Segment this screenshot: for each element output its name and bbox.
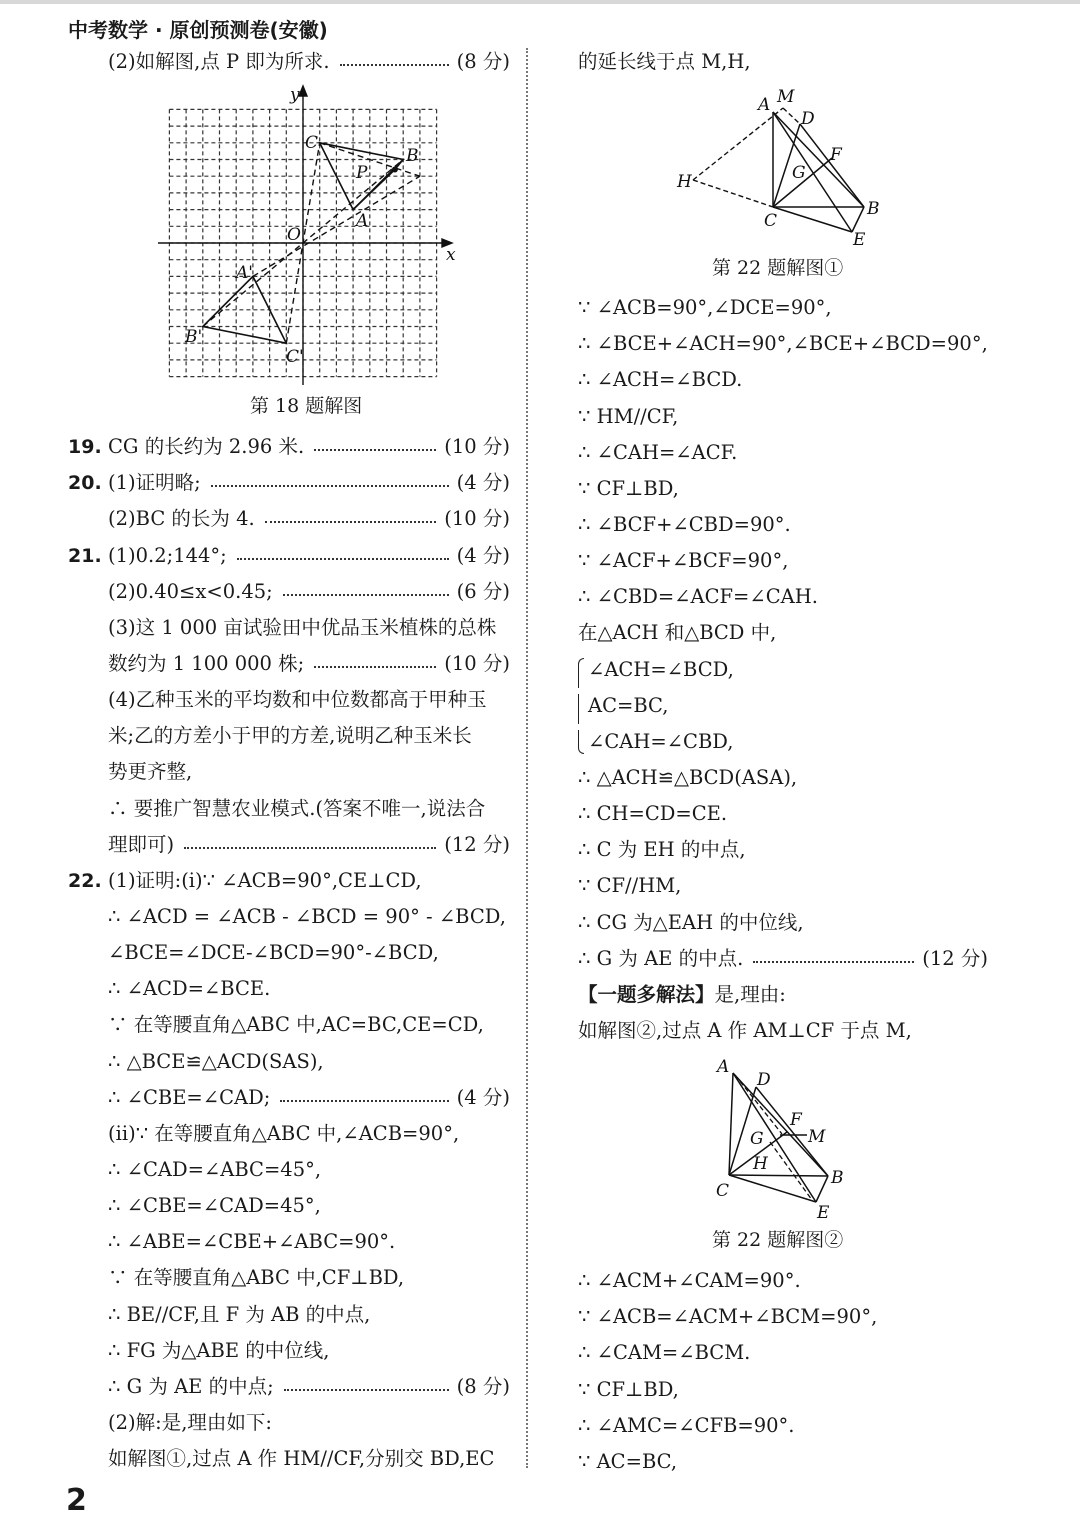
answer-text: (2)0.40≤x<0.45; <box>108 579 273 603</box>
answer-line <box>578 1372 988 1408</box>
score-points: (4 分) <box>456 543 510 567</box>
figure-22-1 <box>578 80 988 290</box>
answer-line <box>578 941 988 977</box>
answer-line <box>68 1007 510 1043</box>
answer-line <box>68 501 510 537</box>
answer-text: ∠ACH=∠BCD, <box>588 657 734 681</box>
answer-text: ∴ ∠BCF+∠CBD=90°. <box>578 512 791 536</box>
answer-line <box>68 971 510 1007</box>
answer-line <box>68 899 510 935</box>
answer-text: ∵ CF⊥BD, <box>578 1377 679 1401</box>
point-label-B: B <box>867 199 880 220</box>
point-label-H: H <box>677 172 692 193</box>
score-points: (12 分) <box>444 832 510 856</box>
dot-leader <box>211 485 449 487</box>
question-number: 19. <box>68 436 102 459</box>
answer-text: ∵ CF⊥BD, <box>578 476 679 500</box>
answer-text: (2)BC 的长为 4. <box>108 507 255 531</box>
point-label-C: C <box>716 1181 730 1202</box>
answer-text: 是,理由: <box>714 982 786 1006</box>
answer-text: ∴ CH=CD=CE. <box>578 802 728 826</box>
answer-text: ∴ ∠ACH=∠BCD. <box>578 368 743 392</box>
answer-text: CG 的长约为 2.96 米. <box>108 435 305 459</box>
dot-leader <box>237 558 449 560</box>
answer-line <box>68 1188 510 1224</box>
dot-leader <box>284 1389 449 1391</box>
answer-line <box>578 1408 988 1444</box>
answer-text: ∴ ∠CBE=∠CAD; <box>108 1085 271 1109</box>
dot-leader <box>184 847 436 849</box>
answer-line <box>578 832 988 868</box>
answer-line <box>68 863 510 899</box>
answer-line <box>578 1263 988 1299</box>
page-top-edge <box>0 0 1080 4</box>
answer-text: ∴ CG 为△EAH 的中位线, <box>578 910 804 934</box>
score-points: (10 分) <box>444 651 510 675</box>
answer-text: ∵ 在等腰直角△ABC 中,AC=BC,CE=CD, <box>108 1013 484 1037</box>
figure-caption: 第 22 题解图② <box>712 1229 844 1252</box>
answer-text: ∴ ∠CBD=∠ACF=∠CAH. <box>578 585 818 609</box>
page-number: 2 <box>66 1483 87 1518</box>
answer-line <box>578 507 988 543</box>
point-label-G: G <box>750 1129 764 1150</box>
point-label-D: D <box>757 1070 771 1091</box>
answer-line <box>578 1335 988 1371</box>
method-tag: 【一题多解法】 <box>578 982 715 1006</box>
answer-text: ∴ ∠CAH=∠ACF. <box>578 440 738 464</box>
point-label-M: M <box>808 1127 826 1148</box>
geometry-diagram-2 <box>690 1050 870 1220</box>
answer-line <box>68 1405 510 1441</box>
answer-text: ∵ ∠ACB=∠ACM+∠BCM=90°, <box>578 1305 878 1329</box>
right-answer-lines <box>578 290 988 1049</box>
answer-line <box>68 1152 510 1188</box>
answer-line <box>68 682 510 718</box>
answer-line <box>578 399 988 435</box>
right-column <box>578 44 988 1480</box>
answer-text: ∴ ∠ABE=∠CBE+∠ABC=90°. <box>108 1230 396 1254</box>
point-label-O: O <box>287 225 301 246</box>
figure-caption: 第 18 题解图 <box>250 395 363 418</box>
answer-line <box>578 435 988 471</box>
answer-line <box>68 827 510 863</box>
answer-text: ∵ ∠ACB=90°,∠DCE=90°, <box>578 296 832 320</box>
left-column <box>68 44 510 1477</box>
score-points: (10 分) <box>444 507 510 531</box>
left-answer-lines <box>68 429 510 1477</box>
answer-line <box>578 1299 988 1335</box>
answer-text: (1)证明略; <box>108 471 201 495</box>
answer-text: (3)这 1 000 亩试验田中优品玉米植株的总株 <box>108 615 497 639</box>
answer-line <box>68 1224 510 1260</box>
answer-text: 如解图①,过点 A 作 HM//CF,分别交 BD,EC <box>108 1447 495 1471</box>
point-label-G: G <box>792 163 806 184</box>
answer-line <box>68 429 510 465</box>
answer-text: ∴ ∠CBE=∠CAD=45°, <box>108 1194 321 1218</box>
dot-leader <box>314 666 436 668</box>
answer-line <box>68 935 510 971</box>
point-label-E: E <box>817 1203 830 1221</box>
answer-text: ∴ C 为 EH 的中点, <box>578 838 746 862</box>
answer-line <box>68 1044 510 1080</box>
answer-line <box>578 688 988 724</box>
question-number: 22. <box>68 869 102 892</box>
answer-text: ∴ FG 为△ABE 的中位线, <box>108 1338 330 1362</box>
answer-text: (2)解:是,理由如下: <box>108 1410 272 1434</box>
right-answer-lines-2 <box>578 1263 988 1480</box>
point-label-A-prime: A' <box>236 263 253 284</box>
answer-text: ∴ ∠CAD=∠ABC=45°, <box>108 1157 322 1181</box>
answer-text: 数约为 1 100 000 株; <box>108 651 305 675</box>
answer-line <box>578 44 988 80</box>
score-points: (4 分) <box>456 1085 510 1109</box>
dot-leader <box>314 449 436 451</box>
point-label-F: F <box>790 1110 802 1131</box>
answer-line <box>68 1369 510 1405</box>
left-intro <box>68 44 510 80</box>
answer-line <box>578 868 988 904</box>
answer-text: 理即可) <box>108 832 175 856</box>
answer-text: ∴ G 为 AE 的中点. <box>578 946 744 970</box>
answer-line <box>578 905 988 941</box>
answer-line <box>68 718 510 754</box>
answer-text: ∴ ∠BCE+∠ACH=90°,∠BCE+∠BCD=90°, <box>578 332 988 356</box>
point-label-B: B <box>831 1168 844 1189</box>
answer-line <box>68 538 510 574</box>
dot-leader <box>265 521 437 523</box>
answer-line <box>68 1260 510 1296</box>
answer-line <box>578 326 988 362</box>
geometry-diagram-1 <box>660 80 900 250</box>
point-label-M: M <box>777 87 795 108</box>
answer-line <box>578 543 988 579</box>
answer-line <box>578 579 988 615</box>
point-label-D: D <box>801 109 815 130</box>
answer-line <box>68 465 510 501</box>
answer-line <box>68 1441 510 1477</box>
answer-text: ∵ CF//HM, <box>578 874 682 898</box>
point-label-A: A <box>356 211 369 232</box>
right-intro <box>578 44 988 80</box>
point-label-A: A <box>758 95 771 116</box>
answer-text: (1)0.2;144°; <box>108 543 227 567</box>
answer-text: ∵ 在等腰直角△ABC 中,CF⊥BD, <box>108 1266 405 1290</box>
score-points: (4 分) <box>456 471 510 495</box>
answer-text: ∴ BE//CF,且 F 为 AB 的中点, <box>108 1302 371 1326</box>
page-header: 中考数学 · 原创预测卷(安徽) <box>68 18 328 42</box>
answer-line <box>68 1116 510 1152</box>
answer-line <box>578 1444 988 1480</box>
answer-text: 米;乙的方差小于甲的方差,说明乙种玉米长 <box>108 724 472 748</box>
dot-leader <box>753 961 914 963</box>
answer-text: (ii)∵ 在等腰直角△ABC 中,∠ACB=90°, <box>108 1121 460 1145</box>
answer-text: 在△ACH 和△BCD 中, <box>578 621 777 645</box>
figure-18 <box>68 80 510 429</box>
point-label-B-prime: B' <box>185 327 203 348</box>
point-label-E: E <box>853 230 866 251</box>
answer-line <box>578 724 988 760</box>
axis-label-x: x <box>446 245 456 266</box>
answer-line <box>578 1013 988 1049</box>
question-number: 21. <box>68 544 102 567</box>
answer-line <box>578 471 988 507</box>
answer-line <box>68 610 510 646</box>
score-points: (10 分) <box>444 435 510 459</box>
answer-text: ∴ △ACH≌△BCD(ASA), <box>578 765 798 789</box>
point-label-A: A <box>717 1057 730 1078</box>
answer-text: (1)证明:(i)∵ ∠ACB=90°,CE⊥CD, <box>108 868 422 892</box>
answer-text: ∴ G 为 AE 的中点; <box>108 1374 274 1398</box>
score-points: (12 分) <box>922 946 988 970</box>
answer-text: ∴ ∠ACD=∠BCE. <box>108 977 271 1001</box>
figure-caption: 第 22 题解图① <box>712 257 844 280</box>
dot-leader <box>280 1100 448 1102</box>
answer-text: 的延长线于点 M,H, <box>578 50 751 73</box>
coordinate-grid-diagram <box>150 80 470 390</box>
answer-line <box>578 977 988 1013</box>
question-number: 20. <box>68 472 102 495</box>
answer-text: ∵ ∠ACF+∠BCF=90°, <box>578 549 789 573</box>
score-points: (8 分) <box>456 1374 510 1398</box>
answer-line <box>578 362 988 398</box>
answer-text: ∴ 要推广智慧农业模式.(答案不唯一,说法合 <box>108 796 486 820</box>
axis-label-y: y <box>290 85 300 106</box>
point-label-C: C <box>305 133 319 154</box>
answer-line <box>68 754 510 790</box>
answer-text: ∵ HM//CF, <box>578 404 679 428</box>
answer-line <box>68 1297 510 1333</box>
answer-line <box>578 796 988 832</box>
dot-leader <box>340 64 449 66</box>
point-label-B: B <box>406 146 419 167</box>
answer-text: ∴ ∠ACM+∠CAM=90°. <box>578 1269 801 1293</box>
answer-text: ∴ ∠AMC=∠CFB=90°. <box>578 1413 795 1437</box>
answer-text: 势更齐整, <box>108 760 193 784</box>
point-label-F: F <box>830 145 842 166</box>
answer-line <box>68 1333 510 1369</box>
point-label-C: C <box>764 211 778 232</box>
answer-text: ∠CAH=∠CBD, <box>588 729 734 753</box>
point-label-P: P <box>356 163 368 184</box>
answer-line <box>68 791 510 827</box>
answer-text: (4)乙种玉米的平均数和中位数都高于甲种玉 <box>108 688 487 712</box>
answer-line <box>578 615 988 651</box>
answer-text: (2)如解图,点 P 即为所求. <box>108 50 330 73</box>
answer-line <box>68 574 510 610</box>
point-label-C-prime: C' <box>286 347 304 368</box>
answer-text: ∠BCE=∠DCE-∠BCD=90°-∠BCD, <box>108 941 439 965</box>
score-points: (6 分) <box>456 579 510 603</box>
answer-line <box>68 1080 510 1116</box>
dot-leader <box>283 594 449 596</box>
answer-line <box>578 652 988 688</box>
answer-line <box>68 646 510 682</box>
answer-text: ∴ ∠ACD = ∠ACB - ∠BCD = 90° - ∠BCD, <box>108 904 506 928</box>
answer-text: ∴ △BCE≌△ACD(SAS), <box>108 1049 324 1073</box>
answer-line <box>578 760 988 796</box>
answer-text: ∵ AC=BC, <box>578 1449 678 1473</box>
column-divider <box>526 48 528 1468</box>
point-label-H: H <box>753 1154 768 1175</box>
answer-text: ∴ ∠CAM=∠BCM. <box>578 1341 751 1365</box>
answer-text: 如解图②,过点 A 作 AM⊥CF 于点 M, <box>578 1018 912 1042</box>
answer-line <box>68 44 510 80</box>
score-points: (8 分) <box>456 50 510 73</box>
answer-line <box>578 290 988 326</box>
answer-text: AC=BC, <box>588 693 669 717</box>
figure-22-2 <box>578 1049 988 1263</box>
